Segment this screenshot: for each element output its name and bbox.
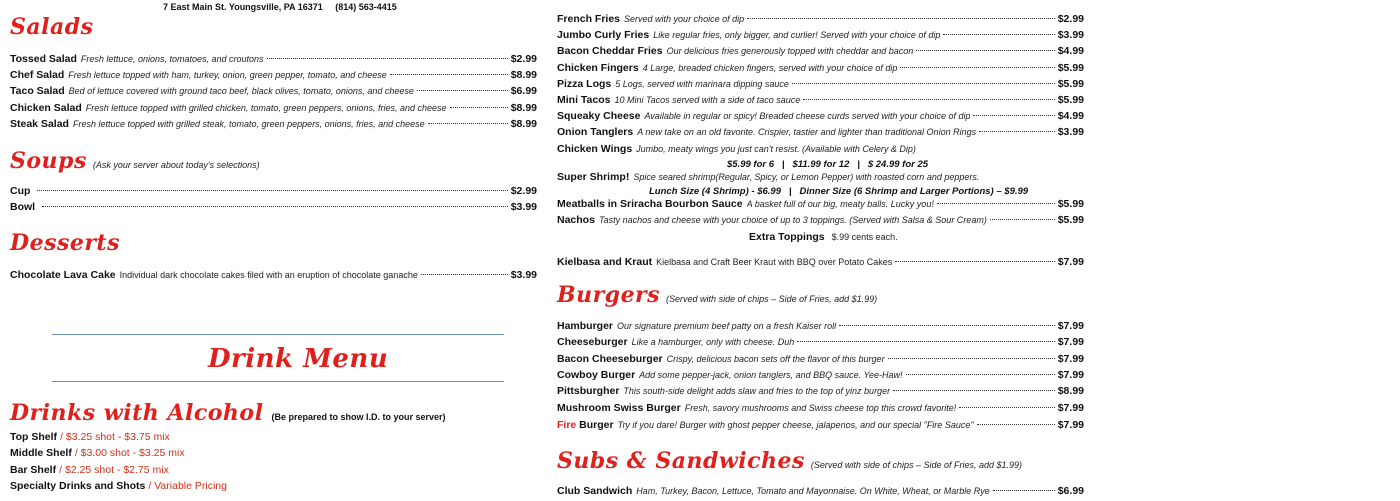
item-name	[557, 419, 614, 431]
item-name: Bacon Cheeseburger	[557, 352, 663, 365]
item-desc: Our delicious fries generously topped with cheddar and bacon	[666, 46, 914, 57]
drink-name: Middle Shelf	[10, 447, 72, 460]
divider-bottom	[52, 381, 504, 382]
leader-dots	[893, 390, 1055, 391]
leader-dots	[450, 107, 508, 108]
leader-dots	[428, 123, 508, 124]
item-price: $2.99	[510, 185, 537, 197]
menu-item	[557, 353, 1084, 369]
leader-dots	[937, 203, 1055, 204]
drinks-alcohol-heading-row	[10, 400, 446, 426]
menu-item	[557, 385, 1084, 401]
burgers-heading-row	[557, 282, 877, 308]
item-price: $3.99	[1057, 29, 1084, 42]
item-desc: A basket full of our big, meaty balls. Lucky you!	[746, 199, 934, 209]
item-name: Super Shrimp!	[557, 171, 630, 183]
item-name: Hamburger	[557, 320, 614, 332]
shrimp-prices: Lunch Size (4 Shrimp) - $6.99 | Dinner Size (6 Shrimp and Larger Portions) – $9.99	[649, 186, 1029, 197]
item-desc: Bed of lettuce covered with ground taco beef, black olives, tomato, onions, and cheese	[68, 86, 414, 97]
item-price: $4.99	[1057, 110, 1084, 123]
item-name: Chicken Salad	[10, 101, 82, 114]
item-name: Chicken Fingers	[557, 61, 639, 74]
item-name: Cheeseburger	[557, 336, 628, 349]
menu-item	[10, 185, 537, 201]
item-desc: 4 Large, breaded chicken fingers, served with your choice of dip	[642, 62, 898, 73]
item-price: $7.99	[1057, 256, 1084, 268]
item-desc: Add some pepper-jack, onion tanglers, and BBQ sauce. Yee-Haw!	[639, 369, 903, 380]
leader-dots	[747, 18, 1055, 19]
item-desc: Kielbasa and Craft Beer Kraut with BBQ over Potato Cakes	[656, 257, 893, 267]
drink-price: / $3.25 shot - $3.75 mix	[60, 431, 170, 443]
item-price: $5.99	[1057, 214, 1084, 227]
menu-item-fire-burger	[557, 419, 1084, 435]
menu-item	[557, 45, 1084, 61]
menu-item	[557, 110, 1084, 126]
menu-item	[10, 69, 537, 85]
phone-text: (814) 563-4415	[335, 2, 397, 12]
drink-name: Specialty Drinks and Shots	[10, 479, 146, 492]
item-price: $8.99	[510, 117, 537, 130]
item-name: Nachos	[557, 214, 595, 227]
menu-item-chicken-wings	[557, 143, 1084, 159]
leader-dots	[792, 83, 1055, 84]
item-price: $7.99	[1057, 419, 1084, 431]
menu-item-super-shrimp	[557, 171, 1084, 187]
subs-heading: Subs & Sandwiches	[557, 448, 805, 474]
item-desc: This south-side delight adds slaw and fries to the top of yinz burger	[623, 386, 891, 397]
item-desc: Fresh lettuce, onions, tomatoes, and croutons	[80, 54, 264, 64]
subs-heading-row	[557, 448, 1022, 474]
menu-item	[557, 78, 1084, 94]
divider-top	[52, 334, 504, 335]
item-name: Taco Salad	[10, 85, 65, 98]
item-price: $7.99	[1057, 352, 1084, 365]
drink-price: / $2.25 shot - $2.75 mix	[59, 463, 169, 476]
leader-dots	[839, 325, 1055, 326]
item-desc: Tasty nachos and cheese with your choice of up to 3 toppings. (Served with Salsa & Sour Cream)	[598, 215, 987, 226]
menu-item	[10, 53, 537, 69]
item-name: Squeaky Cheese	[557, 110, 641, 123]
salads-heading: Salads	[10, 14, 94, 40]
menu-item-kielbasa	[557, 256, 1084, 272]
drinks-alcohol-heading: Drinks with Alcohol	[10, 400, 264, 426]
item-desc: Individual dark chocolate cakes filed with an eruption of chocolate ganache	[119, 270, 418, 280]
item-name: Jumbo Curly Fries	[557, 29, 650, 42]
item-name: Onion Tanglers	[557, 126, 634, 139]
item-desc: 5 Logs, served with marinara dipping sauce	[615, 78, 789, 89]
item-desc: Served with your choice of dip	[624, 14, 745, 24]
leader-dots	[797, 341, 1055, 342]
menu-item	[557, 402, 1084, 418]
desserts-heading: Desserts	[10, 230, 120, 256]
item-price: $8.99	[1057, 385, 1084, 398]
drink-item	[10, 447, 185, 459]
leader-dots	[417, 90, 508, 91]
leader-dots	[895, 261, 1054, 262]
item-price: $2.99	[1057, 13, 1084, 25]
subs-note: (Served with side of chips – Side of Fries, add $1.99)	[810, 460, 1023, 470]
item-price: $5.99	[1057, 198, 1084, 210]
drink-name: Top Shelf	[10, 431, 58, 443]
item-desc: Like a hamburger, only with cheese. Duh	[631, 337, 795, 348]
leader-dots	[977, 424, 1055, 425]
menu-item	[557, 126, 1084, 142]
drink-item	[10, 431, 170, 443]
leader-dots	[973, 115, 1054, 116]
extra-toppings-name: Extra Toppings	[749, 231, 825, 243]
item-name: French Fries	[557, 13, 621, 25]
extra-toppings-desc: $.99 cents each.	[831, 232, 898, 242]
item-desc: Crispy, delicious bacon sets off the flavor of this burger	[666, 353, 885, 364]
item-name: Pittsburgher	[557, 385, 620, 398]
drink-item	[10, 464, 169, 476]
menu-item	[10, 201, 537, 217]
menu-item	[557, 214, 1084, 230]
item-desc: Fresh lettuce topped with grilled steak, tomato, green peppers, onions, fries, and cheese	[72, 118, 425, 129]
extra-toppings	[749, 231, 898, 243]
item-desc: Fresh, savory mushrooms and Swiss cheese top this crowd favorite!	[684, 402, 957, 413]
menu-item	[10, 85, 537, 101]
soups-heading-row	[10, 148, 260, 174]
menu-item	[557, 336, 1084, 352]
item-price: $7.99	[1057, 401, 1084, 414]
soups-note: (Ask your server about today's selections)	[92, 160, 260, 170]
item-name: Mini Tacos	[557, 94, 611, 106]
menu-item	[10, 118, 537, 134]
fire-word: Fire	[557, 419, 577, 431]
drink-name: Bar Shelf	[10, 463, 57, 476]
leader-dots	[37, 190, 507, 191]
wings-prices: $5.99 for 6 | $11.99 for 12 | $ 24.99 for 25	[727, 159, 929, 170]
item-name: Pizza Logs	[557, 77, 612, 90]
drink-price: / Variable Pricing	[148, 479, 227, 492]
item-name: Bowl	[10, 201, 36, 214]
item-price: $5.99	[1057, 61, 1084, 74]
item-desc: Our signature premium beef patty on a fresh Kaiser roll	[617, 321, 837, 331]
item-name: Chef Salad	[10, 69, 65, 82]
menu-item	[557, 13, 1084, 29]
item-price: $8.99	[510, 69, 537, 82]
leader-dots	[888, 358, 1055, 359]
item-desc: Available in regular or spicy! Breaded cheese curds served with your choice of dip	[644, 111, 971, 122]
menu-item	[557, 485, 1084, 501]
leader-dots	[916, 50, 1054, 51]
item-price: $5.99	[1057, 77, 1084, 90]
item-name: Club Sandwich	[557, 485, 633, 497]
item-name: Tossed Salad	[10, 53, 77, 65]
leader-dots	[390, 74, 508, 75]
item-name: Steak Salad	[10, 117, 69, 130]
item-name: Cowboy Burger	[557, 368, 636, 381]
item-desc: A new take on an old favorite. Crispier, tastier and lighter than traditional Onion Rings	[637, 127, 977, 138]
burgers-note: (Served with side of chips – Side of Fries, add $1.99)	[666, 294, 878, 304]
restaurant-address	[163, 2, 397, 12]
leader-dots	[979, 131, 1055, 132]
leader-dots	[421, 274, 508, 275]
drinks-alcohol-note: (Be prepared to show I.D. to your server)	[271, 412, 446, 422]
item-desc: Ham, Turkey, Bacon, Lettuce, Tomato and Mayonnaise. On White, Wheat, or Marble Rye	[636, 486, 990, 496]
item-desc: Like regular fries, only bigger, and curlier! Served with your choice of dip	[653, 30, 941, 41]
menu-item	[557, 94, 1084, 110]
item-price: $7.99	[1057, 320, 1084, 332]
menu-item	[557, 369, 1084, 385]
item-price: $3.99	[1057, 126, 1084, 139]
soups-heading: Soups	[10, 148, 87, 174]
drink-price: / $3.00 shot - $3.25 mix	[74, 447, 185, 460]
leader-dots	[42, 206, 508, 207]
burger-word: Burger	[576, 419, 614, 431]
item-name: Bacon Cheddar Fries	[557, 45, 663, 58]
menu-item	[10, 102, 537, 118]
menu-item	[557, 29, 1084, 45]
menu-item	[557, 198, 1084, 214]
drink-menu-heading: Drink Menu	[208, 344, 389, 374]
leader-dots	[267, 58, 508, 59]
leader-dots	[803, 99, 1054, 100]
item-price: $2.99	[510, 53, 537, 65]
item-name: Meatballs in Sriracha Bourbon Sauce	[557, 198, 743, 210]
leader-dots	[990, 219, 1055, 220]
item-desc: Spice seared shrimp(Regular, Spicy, or Lemon Pepper) with roasted corn and peppers.	[633, 172, 980, 182]
item-price: $8.99	[510, 101, 537, 114]
item-desc: 10 Mini Tacos served with a side of taco sauce	[614, 95, 801, 105]
item-price: $7.99	[1057, 336, 1084, 349]
item-price: $6.99	[1057, 485, 1084, 497]
item-name: Cup	[10, 185, 31, 197]
item-desc: Fresh lettuce topped with grilled chicken, tomato, green peppers, onions, fries, and cheese	[85, 102, 447, 113]
burgers-heading: Burgers	[557, 282, 661, 308]
menu-item	[557, 62, 1084, 78]
leader-dots	[906, 374, 1055, 375]
item-name: Kielbasa and Kraut	[557, 256, 653, 268]
item-price: $3.99	[510, 269, 537, 281]
item-price: $5.99	[1057, 94, 1084, 106]
item-name: Mushroom Swiss Burger	[557, 401, 681, 414]
leader-dots	[900, 67, 1054, 68]
item-price: $7.99	[1057, 368, 1084, 381]
item-price: $3.99	[510, 201, 537, 214]
leader-dots	[943, 34, 1054, 35]
address-text: 7 East Main St. Youngsville, PA 16371	[163, 2, 323, 12]
item-desc: Fresh lettuce topped with ham, turkey, onion, green pepper, tomato, and cheese	[68, 70, 387, 81]
item-name: Chocolate Lava Cake	[10, 269, 116, 281]
menu-item	[10, 269, 537, 285]
item-price: $6.99	[510, 85, 537, 98]
item-desc: Jumbo, meaty wings you just can't resist. (Available with Celery & Dip)	[636, 144, 916, 154]
item-desc: Try if you dare! Burger with ghost pepper cheese, jalapenos, and our special "Fire Sauce"	[617, 420, 974, 430]
item-price: $4.99	[1057, 45, 1084, 58]
drink-item	[10, 480, 227, 492]
menu-item	[557, 320, 1084, 336]
item-name: Chicken Wings	[557, 143, 633, 155]
leader-dots	[959, 407, 1054, 408]
leader-dots	[993, 490, 1055, 491]
